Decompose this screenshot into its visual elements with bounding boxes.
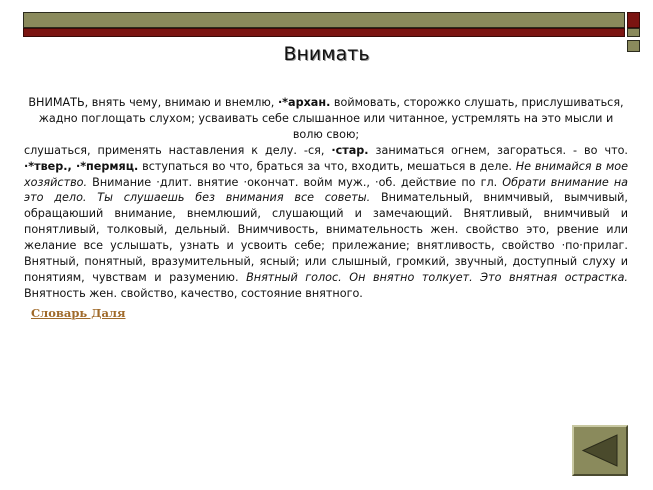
header-bar-maroon bbox=[23, 28, 625, 37]
article-paragraph-2 bbox=[24, 143, 628, 302]
usage-example: Внятный голос. Он внятно толкует. Это внятная острастка. bbox=[246, 270, 628, 284]
article-text: , внять чему, внимаю и внемлю, bbox=[84, 96, 278, 109]
article-text: заниматься огнем, загораться. - во что. bbox=[368, 143, 628, 157]
back-button[interactable] bbox=[572, 425, 628, 476]
back-arrow-icon bbox=[581, 434, 619, 467]
header-square-olive bbox=[627, 28, 640, 37]
region-mark: ·*архан. bbox=[277, 96, 331, 109]
article-text: Внятность жен. свойство, качество, состояние внятного. bbox=[24, 286, 363, 300]
header-decoration bbox=[23, 12, 640, 37]
usage-example: Не внимайся в мое хозяйство. bbox=[24, 159, 628, 189]
article-text: вступаться во что, браться за что, входить, мешаться в деле. bbox=[138, 159, 516, 173]
header-square-maroon bbox=[627, 12, 640, 28]
article-text: Внимательный, внимчивый, вымчивый, обращаюший внимание, внемлюший, слушающий и замечающий. Внятливый, внимчивый и понятливый, толковый, дельный. Внимчивость, внимательность жен. свойство это, рвение или желание все услышать, узнать и усвоить себе; прилежание; внятливость, свойство ·по·прилаг. Внятный, понятный, вразумительный, ясный; или слышный, громкий, звучный, доступный слуху и понятиям, чувствам и разумению. bbox=[24, 191, 628, 284]
region-mark: ·*твер., ·*пермяц. bbox=[24, 159, 139, 173]
region-mark: ·стар. bbox=[331, 143, 369, 157]
article-text: Внимание ·длит. внятие ·окончат. войм муж., ·об. действие по гл. bbox=[87, 175, 503, 189]
usage-example: Обрати внимание на это дело. Ты слушаешь без внимания все советы. bbox=[24, 175, 628, 205]
article-text: слушаться, применять наставления к делу. -ся, bbox=[24, 143, 332, 157]
header-bar-olive bbox=[23, 12, 625, 28]
dictionary-link[interactable]: Словарь Даля bbox=[31, 306, 126, 320]
dictionary-article bbox=[24, 95, 628, 302]
article-paragraph-1 bbox=[24, 95, 628, 143]
page-title: Внимать bbox=[283, 43, 370, 65]
article-text: воймовать, сторожко слушать, прислушиваться, жадно поглощать слухом; усваивать себе слышанное или читанное, устремлять на это мысли и волю свою; bbox=[38, 96, 624, 141]
headword: ВНИМАТЬ bbox=[28, 96, 85, 109]
